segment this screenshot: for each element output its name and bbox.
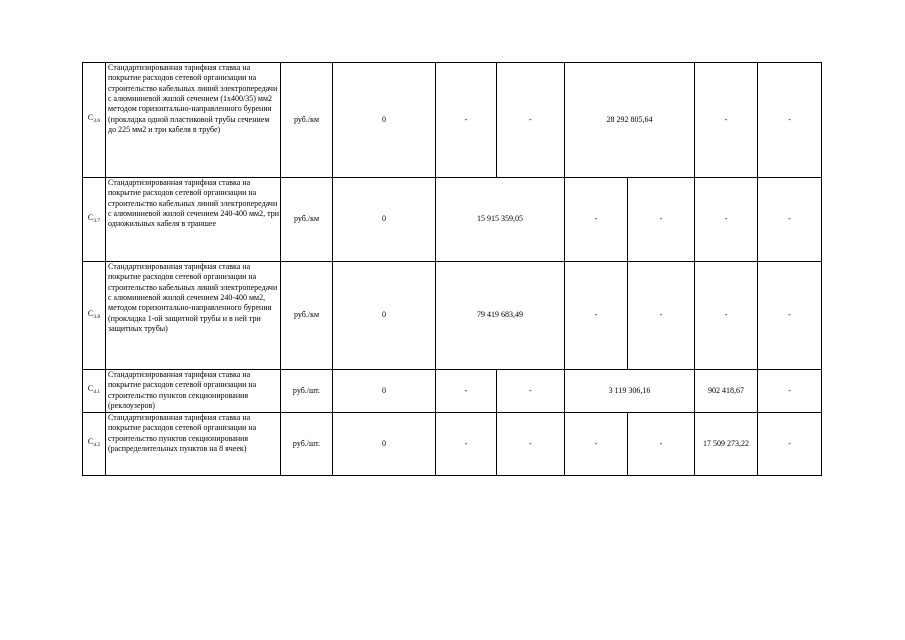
unit-cell: руб./шт. bbox=[281, 370, 333, 413]
value-cell: - bbox=[758, 413, 822, 476]
value-cell: 17 509 273,22 bbox=[695, 413, 758, 476]
rate-code: $C_{3.7}$ bbox=[83, 178, 106, 262]
value-cell: - bbox=[695, 262, 758, 370]
value-cell: - bbox=[497, 370, 565, 413]
value-cell: - bbox=[436, 370, 497, 413]
value-cell: - bbox=[565, 262, 628, 370]
value-cell: - bbox=[695, 63, 758, 178]
value-cell: - bbox=[565, 413, 628, 476]
rate-code: $C_{3.6}$ bbox=[83, 63, 106, 178]
table-row bbox=[83, 178, 822, 262]
value-cell: - bbox=[497, 413, 565, 476]
value-cell: 0 bbox=[333, 262, 436, 370]
value-cell: - bbox=[758, 63, 822, 178]
rate-code: $C_{3.8}$ bbox=[83, 262, 106, 370]
rate-description: Стандартизированная тарифная ставка на покрытие расходов сетевой организации на строительство кабельных линий электропередачи с алюминиевой жилой сечением 240-400 мм2, три одножильных кабеля в траншее bbox=[106, 178, 281, 262]
value-cell: 902 418,67 bbox=[695, 370, 758, 413]
tariff-table bbox=[82, 62, 822, 476]
rate-description: Стандартизированная тарифная ставка на покрытие расходов сетевой организации на строительство пунктов секционирования (реклоузеров) bbox=[106, 370, 281, 413]
unit-cell: руб./км bbox=[281, 63, 333, 178]
value-cell: - bbox=[565, 178, 628, 262]
rate-code: $C_{4.2}$ bbox=[83, 413, 106, 476]
value-cell: - bbox=[628, 178, 695, 262]
table-row bbox=[83, 262, 822, 370]
rate-description: Стандартизированная тарифная ставка на покрытие расходов сетевой организации на строительство кабельных линий электропередачи с алюминиевой жилой сечением 240-400 мм2, методом горизонтально-направленного бурения (прокладка 1-ой защитной трубы и в ней три защитных трубы) bbox=[106, 262, 281, 370]
unit-cell: руб./шт. bbox=[281, 413, 333, 476]
value-cell: - bbox=[497, 63, 565, 178]
value-cell: 0 bbox=[333, 178, 436, 262]
value-cell: - bbox=[695, 178, 758, 262]
rate-description: Стандартизированная тарифная ставка на покрытие расходов сетевой организации на строительство пунктов секционирования (распределительных пунктов на 8 ячеек) bbox=[106, 413, 281, 476]
value-cell: 0 bbox=[333, 413, 436, 476]
value-cell: - bbox=[628, 413, 695, 476]
value-cell: 15 915 359,05 bbox=[436, 178, 565, 262]
value-cell: 3 119 306,16 bbox=[565, 370, 695, 413]
value-cell: - bbox=[758, 178, 822, 262]
value-cell: - bbox=[436, 63, 497, 178]
table-row bbox=[83, 63, 822, 178]
rate-code: $C_{4.1}$ bbox=[83, 370, 106, 413]
value-cell: 28 292 805,64 bbox=[565, 63, 695, 178]
value-cell: 79 419 683,49 bbox=[436, 262, 565, 370]
rate-description: Стандартизированная тарифная ставка на покрытие расходов сетевой организации на строительство кабельных линий электропередачи с алюминиевой жилой сечением (1х400/35) мм2 методом горизонтально-направленного бурения (прокладка одной пластиковой трубы сечением до 225 мм2 и три кабеля в трубе) bbox=[106, 63, 281, 178]
value-cell: - bbox=[758, 370, 822, 413]
table-row bbox=[83, 370, 822, 413]
unit-cell: руб./км bbox=[281, 178, 333, 262]
table-row bbox=[83, 413, 822, 476]
unit-cell: руб./км bbox=[281, 262, 333, 370]
value-cell: 0 bbox=[333, 63, 436, 178]
value-cell: - bbox=[758, 262, 822, 370]
value-cell: - bbox=[436, 413, 497, 476]
value-cell: 0 bbox=[333, 370, 436, 413]
value-cell: - bbox=[628, 262, 695, 370]
